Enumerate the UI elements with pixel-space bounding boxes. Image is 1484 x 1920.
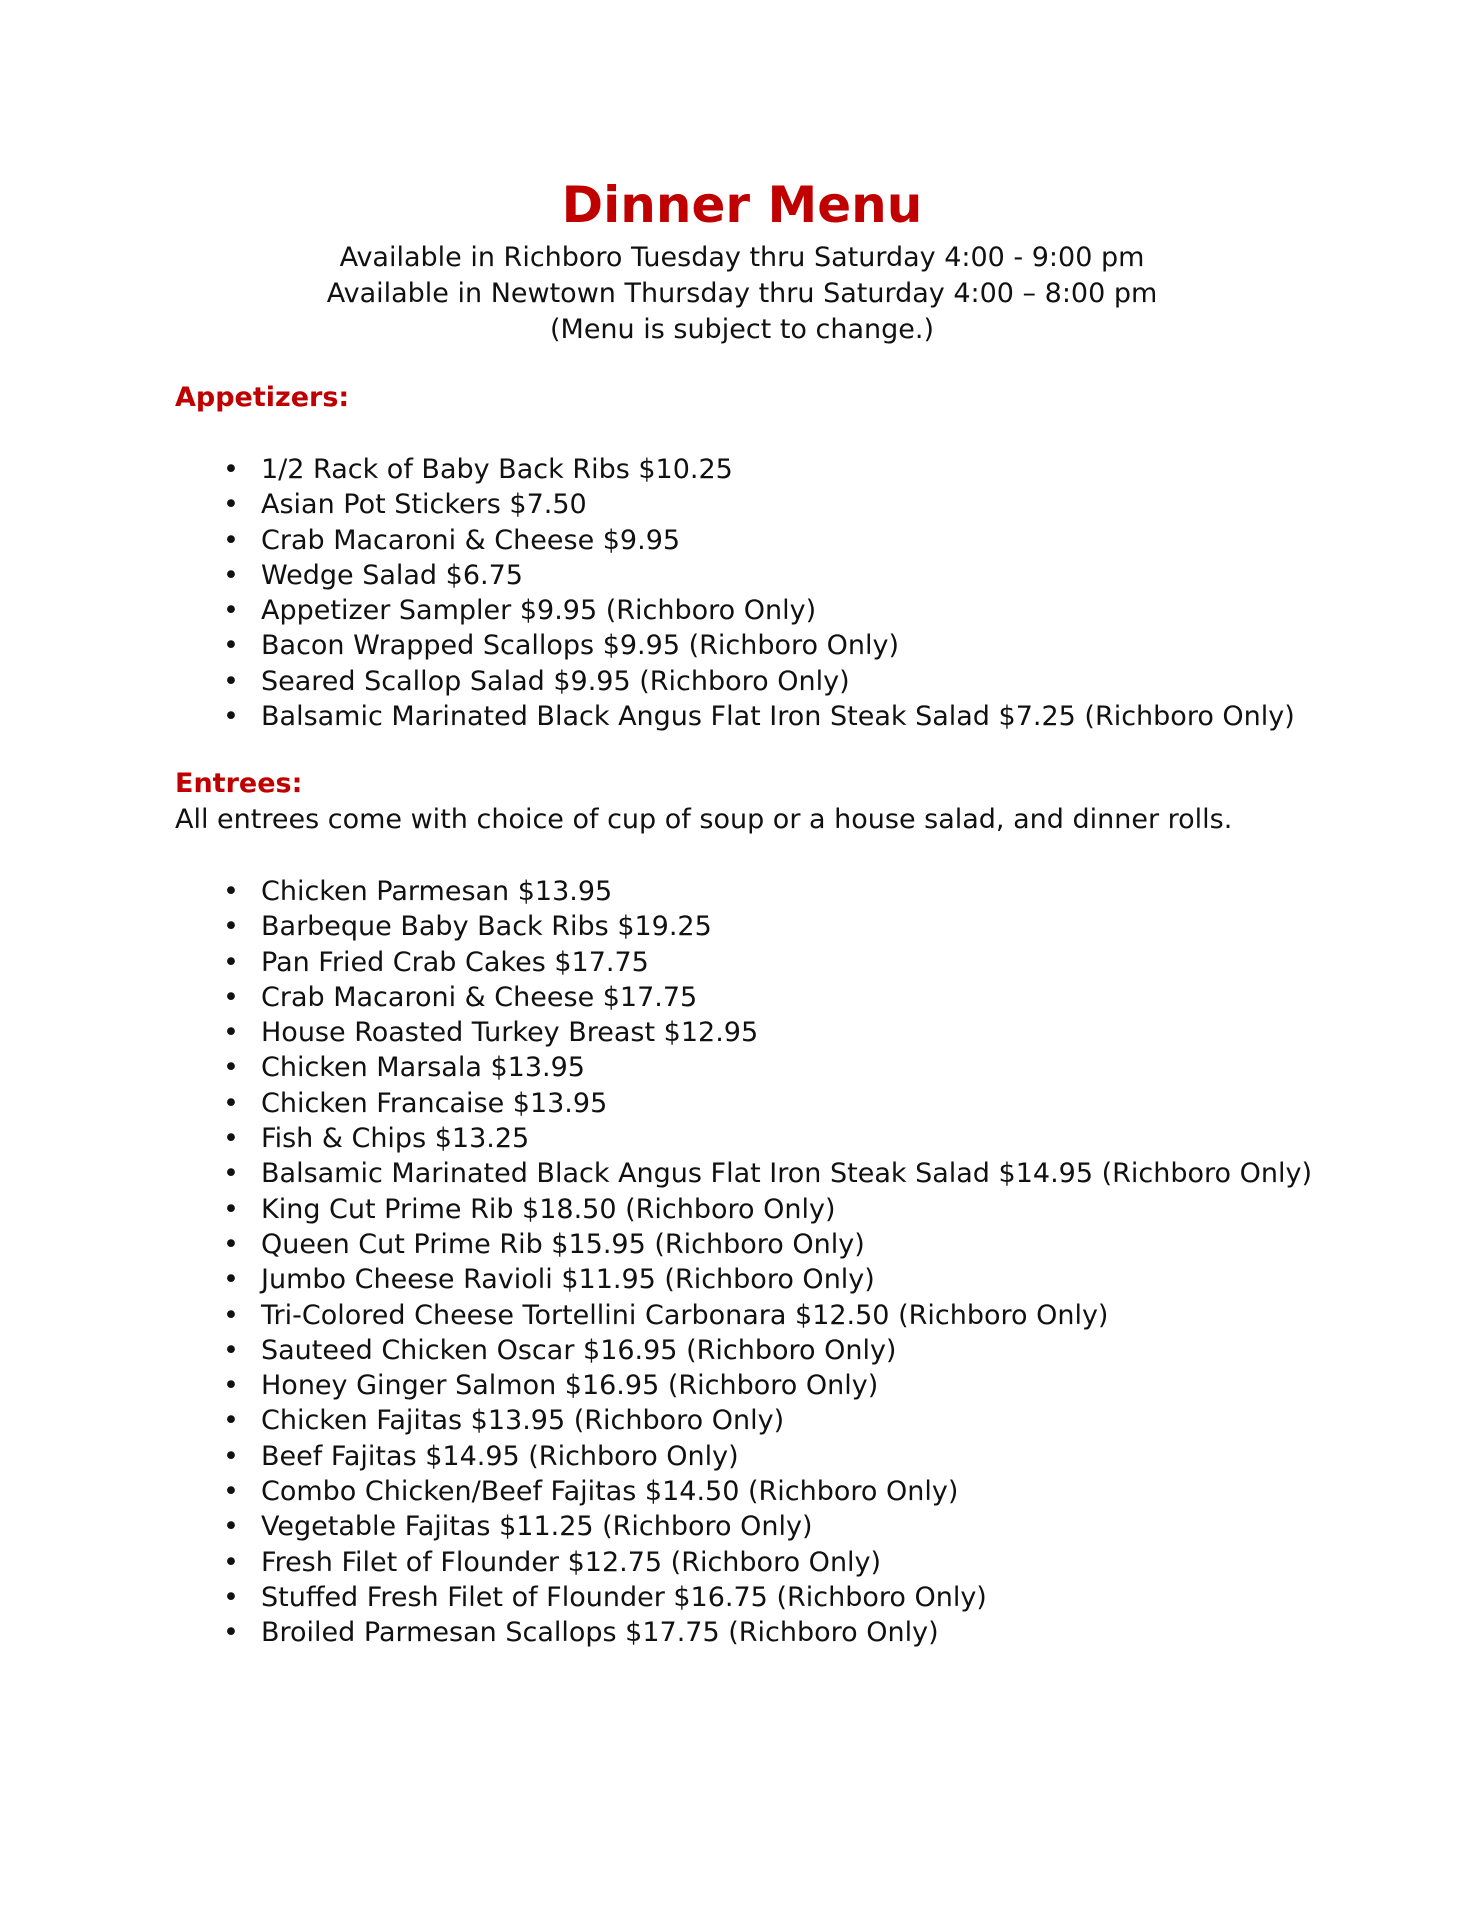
item-text: Chicken Parmesan $13.95 [261, 876, 613, 907]
bullet-icon: • [223, 595, 239, 627]
bullet-icon: • [223, 1264, 239, 1296]
bullet-icon: • [223, 1617, 239, 1649]
item-text: Fresh Filet of Flounder $12.75 (Richboro Only) [261, 1546, 882, 1578]
list-item [175, 909, 1375, 944]
list-item [175, 1015, 1375, 1050]
item-text: Stuffed Fresh Filet of Flounder $16.75 (Richboro Only) [261, 1581, 987, 1613]
entrees-section [175, 766, 1375, 1651]
bullet-icon: • [223, 981, 239, 1013]
item-text: Broiled Parmesan Scallops $17.75 (Richboro Only) [261, 1617, 939, 1649]
item-text: Balsamic Marinated Black Angus Flat Iron Steak Salad $7.25 (Richboro Only) [261, 701, 1295, 733]
appetizers-heading: Appetizers: [175, 382, 350, 413]
item-text: 1/2 Rack of Baby Back Ribs $10.25 [261, 454, 733, 485]
bullet-icon: • [223, 946, 239, 978]
item-text: Chicken Marsala $13.95 [261, 1052, 585, 1084]
list-item [175, 1403, 1375, 1438]
list-item [175, 1545, 1375, 1580]
list-item [175, 628, 1375, 663]
list-item [175, 452, 1375, 487]
list-item [175, 1298, 1375, 1333]
list-item [175, 1439, 1375, 1474]
change-notice: (Menu is subject to change.) [549, 314, 934, 345]
item-text: King Cut Prime Rib $18.50 (Richboro Only) [261, 1193, 836, 1225]
item-text: Beef Fajitas $14.95 (Richboro Only) [261, 1440, 739, 1472]
item-text: Queen Cut Prime Rib $15.95 (Richboro Only) [261, 1228, 865, 1260]
item-text: Bacon Wrapped Scallops $9.95 (Richboro Only) [261, 630, 899, 662]
item-text: Chicken Francaise $13.95 [261, 1087, 608, 1119]
entrees-list [175, 874, 1375, 1651]
list-item [175, 1474, 1375, 1509]
bullet-icon: • [223, 1370, 239, 1402]
list-item [175, 1192, 1375, 1227]
item-text: Tri-Colored Cheese Tortellini Carbonara $12.50 (Richboro Only) [261, 1299, 1109, 1331]
bullet-icon: • [223, 1546, 239, 1578]
list-item [175, 1368, 1375, 1403]
item-text: Vegetable Fajitas $11.25 (Richboro Only) [261, 1511, 813, 1543]
item-text: Barbeque Baby Back Ribs $19.25 [261, 911, 712, 943]
list-item [175, 1509, 1375, 1544]
entrees-note: All entrees come with choice of cup of soup or a house salad, and dinner rolls. [175, 804, 1233, 835]
item-text: House Roasted Turkey Breast $12.95 [261, 1017, 759, 1049]
item-text: Pan Fried Crab Cakes $17.75 [261, 946, 649, 978]
bullet-icon: • [223, 630, 239, 662]
item-text: Seared Scallop Salad $9.95 (Richboro Only) [261, 665, 850, 697]
bullet-icon: • [223, 1334, 239, 1366]
bullet-icon: • [223, 1511, 239, 1543]
list-item [175, 1050, 1375, 1085]
bullet-icon: • [223, 1052, 239, 1084]
bullet-icon: • [223, 1158, 239, 1190]
appetizers-section [175, 380, 1375, 734]
bullet-icon: • [223, 665, 239, 697]
list-item [175, 945, 1375, 980]
page-title: Dinner Menu [561, 176, 923, 234]
item-text: Balsamic Marinated Black Angus Flat Iron Steak Salad $14.95 (Richboro Only) [261, 1158, 1312, 1190]
item-text: Crab Macaroni & Cheese $9.95 [261, 524, 681, 556]
list-item [175, 664, 1375, 699]
item-text: Chicken Fajitas $13.95 (Richboro Only) [261, 1405, 785, 1437]
list-item [175, 1615, 1375, 1650]
item-text: Honey Ginger Salmon $16.95 (Richboro Only) [261, 1370, 879, 1402]
bullet-icon: • [223, 911, 239, 943]
richboro-hours: Available in Richboro Tuesday thru Saturday 4:00 - 9:00 pm [339, 242, 1145, 273]
list-item [175, 699, 1375, 734]
bullet-icon: • [223, 1440, 239, 1472]
bullet-icon: • [223, 1581, 239, 1613]
bullet-icon: • [223, 1193, 239, 1225]
list-item [175, 1156, 1375, 1191]
newtown-hours: Available in Newtown Thursday thru Saturday 4:00 – 8:00 pm [326, 278, 1158, 309]
item-text: Sauteed Chicken Oscar $16.95 (Richboro Only) [261, 1334, 897, 1366]
bullet-icon: • [223, 1405, 239, 1437]
list-item [175, 1086, 1375, 1121]
appetizers-list [175, 452, 1375, 734]
bullet-icon: • [223, 524, 239, 556]
list-item [175, 874, 1375, 909]
item-text: Appetizer Sampler $9.95 (Richboro Only) [261, 595, 817, 627]
item-text: Fish & Chips $13.25 [261, 1123, 530, 1155]
item-text: Crab Macaroni & Cheese $17.75 [261, 981, 698, 1013]
list-item [175, 980, 1375, 1015]
menu-header [0, 170, 1484, 348]
bullet-icon: • [223, 1299, 239, 1331]
bullet-icon: • [223, 876, 239, 907]
bullet-icon: • [223, 1476, 239, 1508]
list-item [175, 1580, 1375, 1615]
list-item [175, 558, 1375, 593]
list-item [175, 523, 1375, 558]
bullet-icon: • [223, 1017, 239, 1049]
item-text: Jumbo Cheese Ravioli $11.95 (Richboro Only) [261, 1264, 875, 1296]
bullet-icon: • [223, 1087, 239, 1119]
item-text: Combo Chicken/Beef Fajitas $14.50 (Richboro Only) [261, 1476, 959, 1508]
list-item [175, 593, 1375, 628]
list-item [175, 1262, 1375, 1297]
bullet-icon: • [223, 454, 239, 485]
bullet-icon: • [223, 701, 239, 733]
list-item [175, 1121, 1375, 1156]
item-text: Wedge Salad $6.75 [261, 559, 523, 591]
bullet-icon: • [223, 489, 239, 521]
bullet-icon: • [223, 1123, 239, 1155]
entrees-heading: Entrees: [175, 768, 303, 799]
list-item [175, 1333, 1375, 1368]
list-item [175, 1227, 1375, 1262]
bullet-icon: • [223, 559, 239, 591]
bullet-icon: • [223, 1228, 239, 1260]
list-item [175, 487, 1375, 522]
item-text: Asian Pot Stickers $7.50 [261, 489, 587, 521]
